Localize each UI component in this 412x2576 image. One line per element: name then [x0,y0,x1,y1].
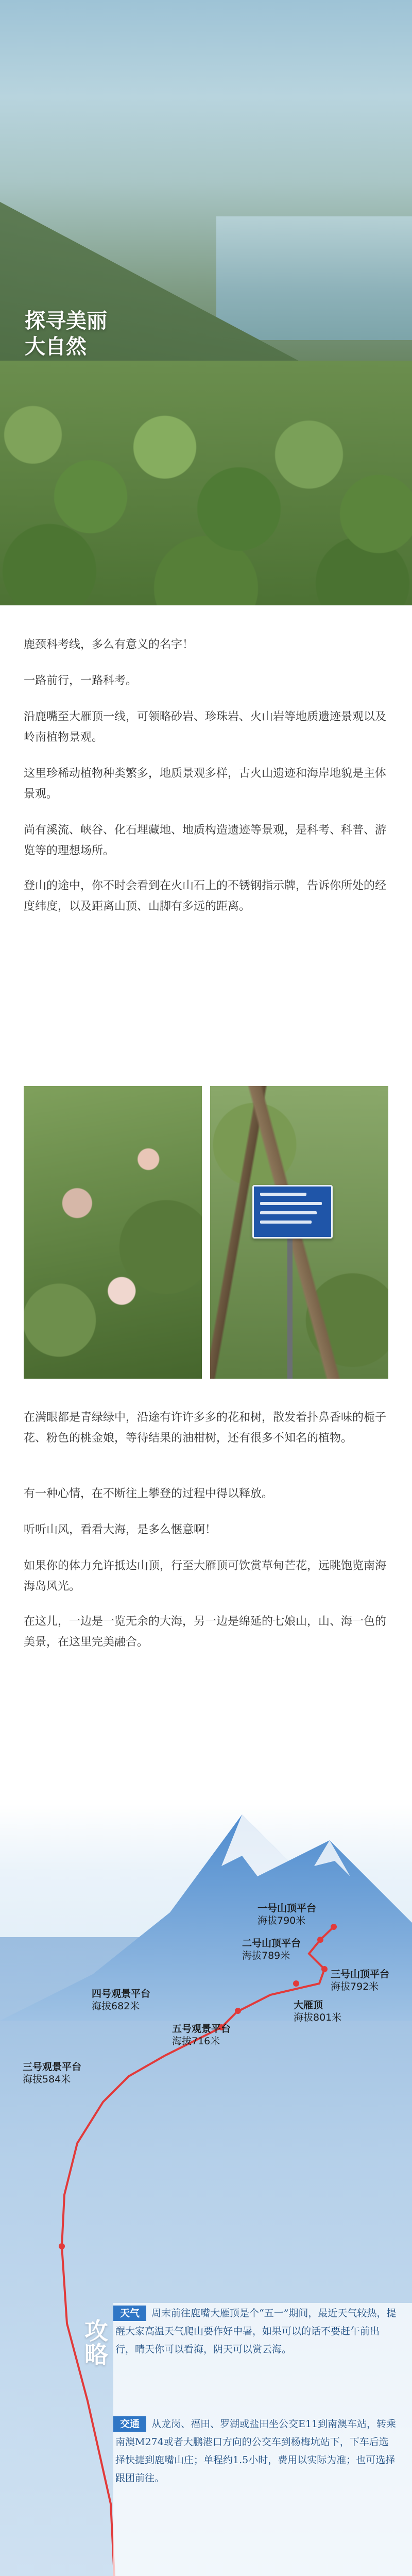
hero-title [25,308,159,360]
station-label: 大雁顶 海拔801米 [294,1999,342,2023]
intro-paragraph: 尚有溪流、峡谷、化石埋藏地、地质构造遗迹等景观，是科考、科普、游览等的理想场所。 [24,824,387,857]
body-paragraph: 听听山风，看看大海，是多么惬意啊！ [24,1523,217,1536]
intro-paragraph: 登山的途中，你不时会看到在火山石上的不锈钢指示牌，告诉你所处的经度纬度，以及距离山顶、山脚有多远的距离。 [24,879,387,913]
intro-paragraph: 一路前行，一路科考。 [24,674,138,687]
tip-label-weather: 天气 [113,2306,146,2321]
sign-post [287,1235,293,1379]
station-dot [59,2243,65,2249]
sign-line [260,1202,322,1205]
flower-photo [24,1086,202,1379]
station-label: 一号山顶平台 海拔790米 [258,1903,317,1926]
station-dot [331,1924,337,1930]
sign-line [260,1211,317,1214]
station-label: 二号山顶平台 海拔789米 [242,1938,301,1961]
intro-paragraph: 鹿颈科考线，多么有意义的名字！ [24,638,194,651]
station-dot [317,1937,323,1943]
hero-title-line-1: 探寻美丽 [25,310,107,332]
station-label: 三号山顶平台 海拔792米 [331,1969,390,1992]
body-paragraph: 有一种心情，在不断往上攀登的过程中得以释放。 [24,1487,273,1500]
station-dot [293,1980,299,1987]
sign-line [260,1221,312,1224]
station-label: 三号观景平台 海拔584米 [23,2061,82,2085]
hero-sea [216,216,412,340]
station-dot [321,1966,328,1972]
intro-paragraph: 这里珍稀动植物种类繁多，地质景观多样，古火山遗迹和海岸地貌是主体景观。 [24,767,387,801]
tip-text-weather: 周末前往鹿嘴大雁顶是个“五一”期间，最近天气较热，提醒大家高温天气爬山要作好中暑，如果可以的话不要赶午前出行，晴天你可以看海，阴天可以赏云海。 [115,2308,397,2355]
info-sign [252,1185,333,1239]
station-dot [235,2008,241,2014]
station-label: 四号观景平台 海拔682米 [92,1988,151,2012]
guide-title: 攻略 [81,2318,109,2366]
tip-label-transport: 交通 [113,2416,146,2432]
hero-image [0,0,412,605]
sign-line [260,1193,306,1196]
body-paragraph: 如果你的体力允许抵达山顶，行至大雁顶可饮赏草甸芒花，远眺饱览南海海岛风光。 [24,1560,387,1593]
hero-foliage [0,361,412,605]
hero-title-line-2: 大自然 [25,335,87,358]
body-paragraph: 在这儿，一边是一览无余的大海，另一边是绵延的七娘山，山、海一色的美景，在这里完美融合。 [24,1615,387,1649]
intro-paragraph: 沿鹿嘴至大雁顶一线，可领略砂岩、珍珠岩、火山岩等地质遗迹景观以及岭南植物景观。 [24,710,387,744]
tip-text-transport: 从龙岗、福田、罗湖或盐田坐公交E11到南澳车站，转乘南澳M274或者大鹏港口方向的公交车到杨梅坑站下，下车后选择快捷到鹿嘴山庄；单程约1.5小时，费用以实际为准；也可选择跟团前往。 [115,2418,397,2484]
station-label: 五号观景平台 海拔716米 [172,2023,231,2047]
body-paragraph: 在满眼都是青绿绿中，沿途有许许多多的花和树，散发着扑鼻香味的栀子花、粉色的桃金娘，等待结果的油柑树，还有很多不知名的植物。 [24,1411,387,1445]
